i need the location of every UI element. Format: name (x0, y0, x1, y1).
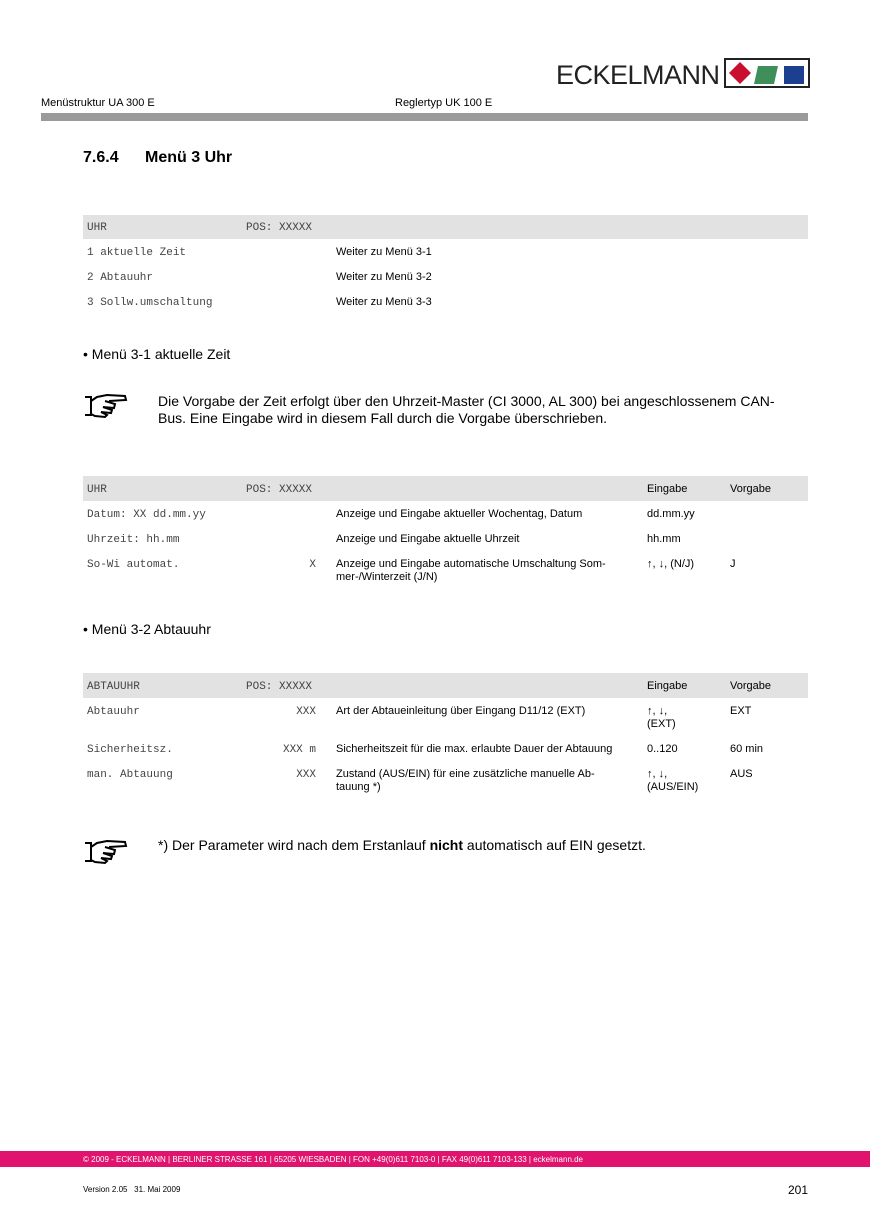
table1-row-name: 2 Abtauuhr (87, 272, 154, 284)
footer-version: Version 2.05 31. Mai 2009 (83, 1185, 181, 1194)
table2-row-desc: Anzeige und Eingabe automatische Umschaltung Som- (336, 558, 606, 570)
note2-text-pre: *) Der Parameter wird nach dem Erstanlauf (158, 837, 430, 853)
table1-head-name: UHR (87, 222, 107, 234)
table2-head-eingabe: Eingabe (647, 483, 688, 495)
note2-text (158, 836, 646, 854)
table3-row-name: Abtauuhr (87, 706, 140, 718)
header-divider (41, 113, 808, 121)
table2-head-name: UHR (87, 484, 107, 496)
table3-row-vorgabe: AUS (730, 768, 753, 780)
header-left-title: Menüstruktur UA 300 E (41, 97, 155, 109)
table2-row-name: Uhrzeit: hh.mm (87, 534, 180, 546)
table2-row-desc: Anzeige und Eingabe aktuelle Uhrzeit (336, 533, 520, 545)
table2-row-eingabe: ↑, ↓, (N/J) (647, 558, 695, 570)
table3-row-val: XXX (296, 706, 316, 718)
table3-row-desc: Zustand (AUS/EIN) für eine zusätzliche manuelle Ab- (336, 768, 595, 780)
note2-text-bold: nicht (429, 837, 464, 853)
table3-head-eingabe: Eingabe (647, 680, 688, 692)
table2-head-pos: POS: XXXXX (246, 484, 313, 496)
table3-row-vorgabe: EXT (730, 705, 752, 717)
table3-row-eingabe-cont: (EXT) (647, 718, 676, 730)
table2-row-eingabe: hh.mm (647, 533, 681, 545)
table3-head-pos: POS: XXXXX (246, 681, 313, 693)
bullet-menu-3-1-text: Menü 3-1 aktuelle Zeit (91, 346, 231, 362)
table2-head-vorgabe: Vorgabe (730, 483, 771, 495)
table2-row-name: Datum: XX dd.mm.yy (87, 509, 206, 521)
table3-row-name: man. Abtauung (87, 769, 173, 781)
table3-row-vorgabe: 60 min (730, 743, 764, 755)
bullet-menu-3-2: • Menü 3-2 Abtauuhr (83, 621, 211, 637)
note2-text-post: automatisch auf EIN gesetzt. (463, 837, 646, 853)
table3-head-name: ABTAUUHR (87, 681, 140, 693)
note1-line1: Die Vorgabe der Zeit erfolgt über den Uhrzeit-Master (CI 3000, AL 300) bei angeschlossenem CAN- (158, 393, 775, 409)
brand-logo-text: ECKELMANN (556, 60, 720, 90)
table1-row-desc: Weiter zu Menü 3-3 (336, 296, 432, 308)
pointing-hand-icon (83, 391, 129, 419)
table3-head-vorgabe: Vorgabe (730, 680, 771, 692)
table3-row-eingabe: ↑, ↓, (647, 768, 668, 780)
table3-row-eingabe-cont: (AUS/EIN) (647, 781, 699, 793)
footer-band (0, 1151, 870, 1167)
table1-row-desc: Weiter zu Menü 3-1 (336, 246, 432, 258)
table1-row-name: 1 aktuelle Zeit (87, 247, 187, 259)
bullet-menu-3-1: • Menü 3-1 aktuelle Zeit (83, 346, 231, 362)
table1-row-desc: Weiter zu Menü 3-2 (336, 271, 432, 283)
table2-row-desc: Anzeige und Eingabe aktueller Wochentag, Datum (336, 508, 583, 520)
table2-row-eingabe: dd.mm.yy (647, 508, 695, 520)
table2-row-val: X (309, 559, 316, 571)
table2-row-name: So-Wi automat. (87, 559, 180, 571)
header-center-title: Reglertyp UK 100 E (395, 97, 493, 109)
footer-contact-text: © 2009 - ECKELMANN | BERLINER STRASSE 161 | 65205 WIESBADEN | FON +49(0)611 7103-0 | FAX 49(0)611 7103-133 | eckelmann.de (83, 1155, 584, 1164)
table3-row-val: XXX m (282, 744, 316, 756)
pointing-hand-icon (83, 837, 129, 865)
logo-green-shape (754, 66, 778, 84)
table2-row-vorgabe: J (730, 558, 736, 570)
table3-row-desc: Sicherheitszeit für die max. erlaubte Dauer der Abtauung (336, 743, 613, 755)
bullet-menu-3-2-text: Menü 3-2 Abtauuhr (91, 621, 211, 637)
table1-row-name: 3 Sollw.umschaltung (87, 297, 213, 309)
table3-row-desc: Art der Abtaueinleitung über Eingang D11/12 (EXT) (336, 705, 586, 717)
page-number: 201 (787, 1183, 808, 1197)
table3-row-eingabe: ↑, ↓, (647, 705, 668, 717)
table3-row-eingabe: 0..120 (647, 743, 678, 755)
table1-head-pos: POS: XXXXX (246, 222, 313, 234)
logo-red-diamond (729, 62, 751, 84)
brand-logo-mark (724, 58, 810, 88)
section-title: Menü 3 Uhr (145, 149, 233, 166)
logo-blue-square (784, 66, 804, 84)
table2-header-row (83, 476, 808, 501)
table1-header-row (83, 215, 808, 239)
table3-row-desc-cont: tauung *) (336, 781, 381, 793)
note1-line2: Bus. Eine Eingabe wird in diesem Fall durch die Vorgabe überschrieben. (158, 410, 608, 426)
table2-row-desc-cont: mer-/Winterzeit (J/N) (336, 571, 438, 583)
section-number: 7.6.4 (83, 149, 119, 166)
table3-header-row (83, 673, 808, 698)
table3-row-name: Sicherheitsz. (87, 744, 173, 756)
table3-row-val: XXX (296, 769, 316, 781)
